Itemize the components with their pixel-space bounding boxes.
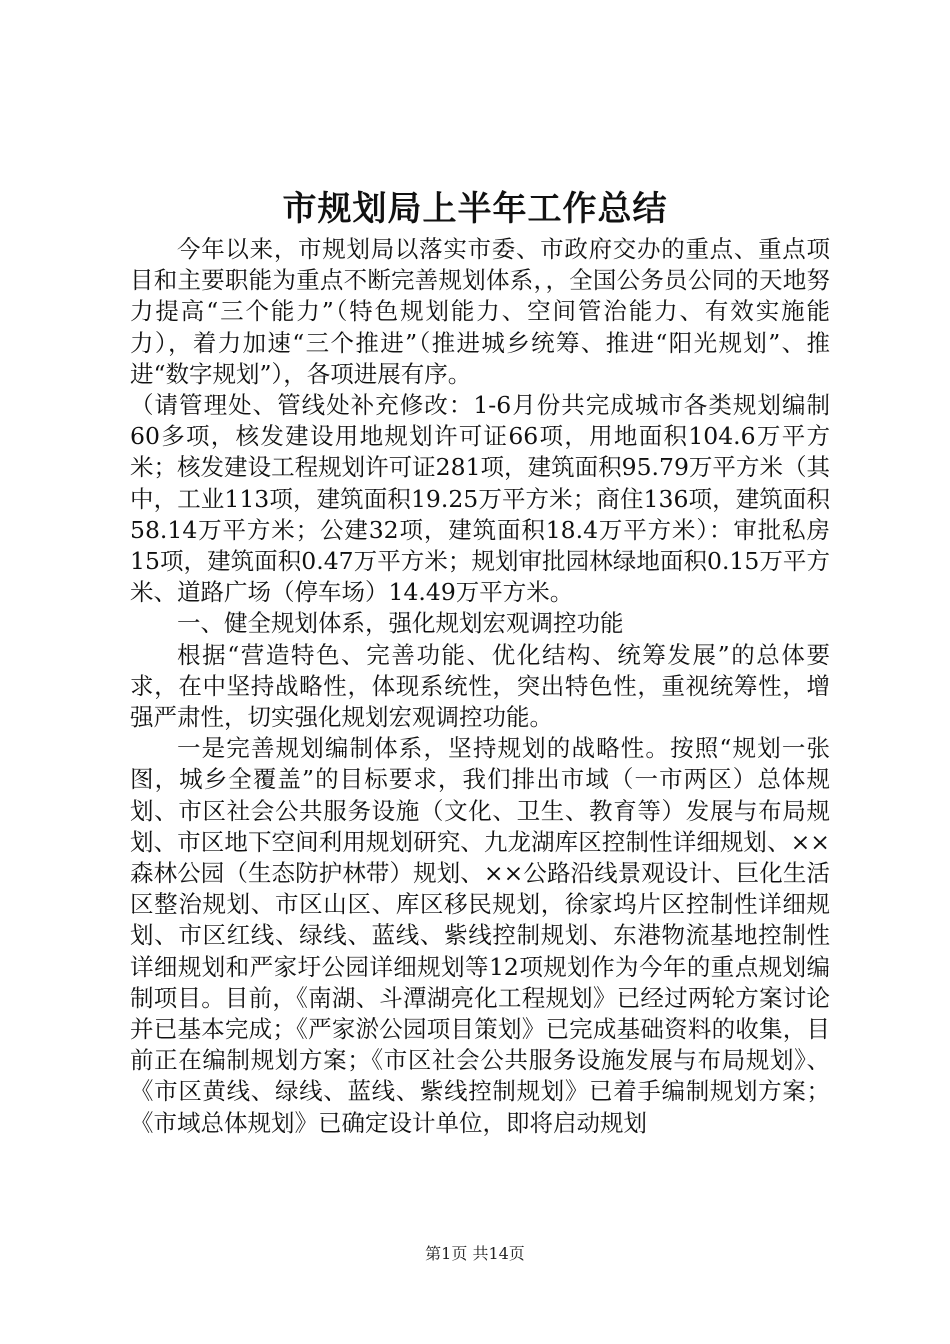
page-number-footer: 第1页 共14页 (425, 1244, 525, 1263)
document-body (130, 234, 830, 1139)
section-heading-1: 一、健全规划体系，强化规划宏观调控功能 (177, 609, 624, 638)
document-title: 市规划局上半年工作总结 (282, 189, 668, 229)
paragraph-planning-system: 一是完善规划编制体系，坚持规划的战略性。按照“规划一张图，城乡全覆盖”的目标要求，我们排出市域（一市两区）总体规划、市区社会公共服务设施（文化、卫生、教育等）发展与布局规划、市区地下空间利用规划研究、九龙湖库区控制性详细规划、××森林公园（生态防护林带）规划、××公路沿线景观设计、巨化生活区整治规划、市区山区、库区移民规划，徐家坞片区控制性详细规划、市区红线、绿线、蓝线、紫线控制规划、东港物流基地控制性详细规划和严家圩公园详细规划等12项规划作为今年的重点规划编制项目。目前，《南湖、斗潭湖亮化工程规划》已经过两轮方案讨论并已基本完成；《严家淤公园项目策划》已完成基础资料的收集，目前正在编制规划方案；《市区社会公共服务设施发展与布局规划》、《市区黄线、绿线、蓝线、紫线控制规划》已着手编制规划方案；《市域总体规划》已确定设计单位，即将启动规划 (130, 734, 830, 1137)
paragraph-intro: 今年以来，市规划局以落实市委、市政府交办的重点、重点项目和主要职能为重点不断完善规划体系，，全国公务员公同的天地努力提高“三个能力”（特色规划能力、空间管治能力、有效实施能力），着力加速“三个推进”（推进城乡统筹、推进“阳光规划”、推进“数字规划”），各项进展有序。 (130, 235, 830, 388)
paragraph-statistics-note: （请管理处、管线处补充修改：1-6月份共完成城市各类规划编制60多项，核发建设用地规划许可证66项，用地面积104.6万平方米；核发建设工程规划许可证281项，建筑面积95.79万平方米（其中，工业113项，建筑面积19.25万平方米；商住136项，建筑面积58.14万平方米；公建32项，建筑面积18.4万平方米）：审批私房15项，建筑面积0.47万平方米；规划审批园林绿地面积0.15万平方米、道路广场（停车场）14.49万平方米。 (130, 391, 830, 607)
paragraph-requirements: 根据“营造特色、完善功能、优化结构、统筹发展”的总体要求，在中坚持战略性，体现系统性，突出特色性，重视统筹性，增强严肃性，切实强化规划宏观调控功能。 (130, 640, 830, 732)
